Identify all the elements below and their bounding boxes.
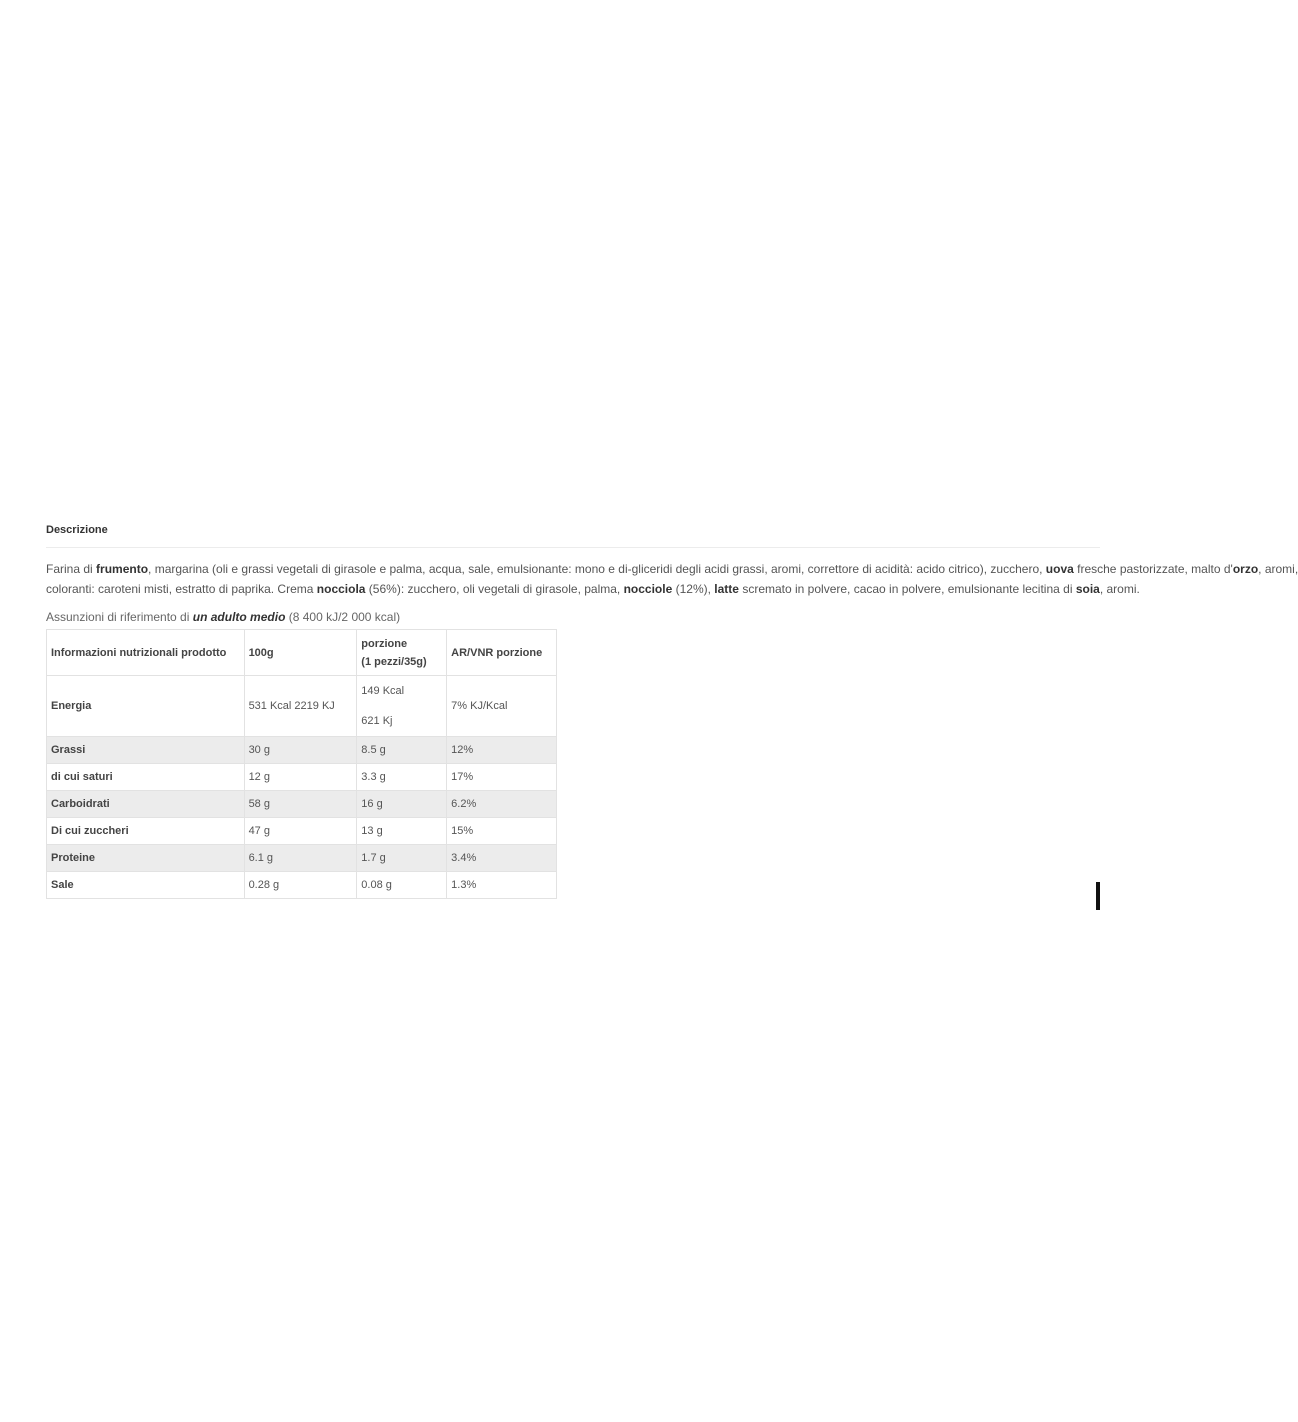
nutrient-label: Grassi (47, 737, 245, 764)
header-portion-size: (1 pezzi/35g) (361, 655, 427, 668)
edge-marker (1096, 882, 1100, 910)
value-ar: 12% (447, 737, 557, 764)
header-100g: 100g (244, 630, 357, 676)
nutrient-label: di cui saturi (47, 764, 245, 791)
allergen-highlight: soia (1075, 582, 1100, 596)
ingredient-text: scremato in polvere, cacao in polvere, emulsionante lecitina di (738, 582, 1076, 596)
ingredient-text: coloranti: caroteni misti, estratto di paprika. Crema (46, 582, 317, 596)
reference-prefix: Assunzioni di riferimento di (46, 610, 193, 624)
allergen-highlight: nocciola (316, 582, 366, 596)
value-ar: 17% (447, 764, 557, 791)
value-portion: 16 g (357, 791, 447, 818)
value-per100: 58 g (244, 791, 357, 818)
nutrition-header-row (47, 630, 557, 676)
nutrition-row (47, 764, 557, 791)
nutrient-label: Sale (47, 872, 245, 899)
header-product-info: Informazioni nutrizionali prodotto (47, 630, 245, 676)
value-per100: 0.28 g (244, 872, 357, 899)
nutrient-label: Carboidrati (47, 791, 245, 818)
allergen-highlight: uova (1045, 562, 1074, 576)
value-per100: 30 g (244, 737, 357, 764)
header-ar-vnr: AR/VNR porzione (447, 630, 557, 676)
value-ar: 15% (447, 818, 557, 845)
nutrition-row (47, 791, 557, 818)
ingredient-text: , aromi. (1099, 582, 1140, 596)
reference-emphasis: un adulto medio (192, 610, 286, 624)
ingredients-line-1 (46, 559, 1298, 579)
energy-ar: 7% KJ/Kcal (447, 676, 557, 737)
description-title: Descrizione (46, 524, 108, 536)
divider (46, 547, 1100, 548)
allergen-highlight: nocciole (623, 582, 673, 596)
nutrition-row (47, 872, 557, 899)
nutrition-row (47, 737, 557, 764)
value-portion: 3.3 g (357, 764, 447, 791)
value-per100: 47 g (244, 818, 357, 845)
header-portion (357, 630, 447, 676)
value-portion: 8.5 g (357, 737, 447, 764)
value-per100: 12 g (244, 764, 357, 791)
reference-intake-note (46, 610, 400, 624)
value-ar: 6.2% (447, 791, 557, 818)
value-per100: 6.1 g (244, 845, 357, 872)
value-portion: 13 g (357, 818, 447, 845)
nutrient-label: Di cui zuccheri (47, 818, 245, 845)
ingredient-text: (12%), (672, 582, 715, 596)
reference-suffix: (8 400 kJ/2 000 kcal) (285, 610, 401, 624)
ingredients-line-2 (46, 579, 1140, 599)
value-portion: 1.7 g (357, 845, 447, 872)
energy-portion-kcal: 149 Kcal (361, 685, 405, 697)
ingredient-text: , margarina (oli e grassi vegetali di girasole e palma, acqua, sale, emulsionante: mono e di-gliceridi degli acidi grassi, aromi, correttore di acidità: acido citrico), zucchero, (148, 562, 1046, 576)
ingredient-text: (56%): zucchero, oli vegetali di girasole, palma, (365, 582, 624, 596)
header-portion-label: porzione (361, 637, 408, 650)
energy-portion (357, 676, 447, 737)
allergen-highlight: frumento (96, 562, 149, 576)
nutrition-row (47, 845, 557, 872)
energy-portion-kj: 621 Kj (361, 715, 393, 727)
nutrient-label: Proteine (47, 845, 245, 872)
allergen-highlight: orzo (1232, 562, 1259, 576)
value-portion: 0.08 g (357, 872, 447, 899)
ingredients-text (46, 559, 1298, 599)
value-ar: 1.3% (447, 872, 557, 899)
nutrition-row-energy (47, 676, 557, 737)
energy-label: Energia (47, 676, 245, 737)
value-ar: 3.4% (447, 845, 557, 872)
ingredient-text: , aromi, (1258, 562, 1298, 576)
nutrition-table (46, 629, 557, 899)
nutrition-row (47, 818, 557, 845)
allergen-highlight: latte (714, 582, 739, 596)
ingredient-text: fresche pastorizzate, malto d' (1073, 562, 1233, 576)
ingredient-text: Farina di (46, 562, 97, 576)
energy-per100: 531 Kcal 2219 KJ (244, 676, 357, 737)
